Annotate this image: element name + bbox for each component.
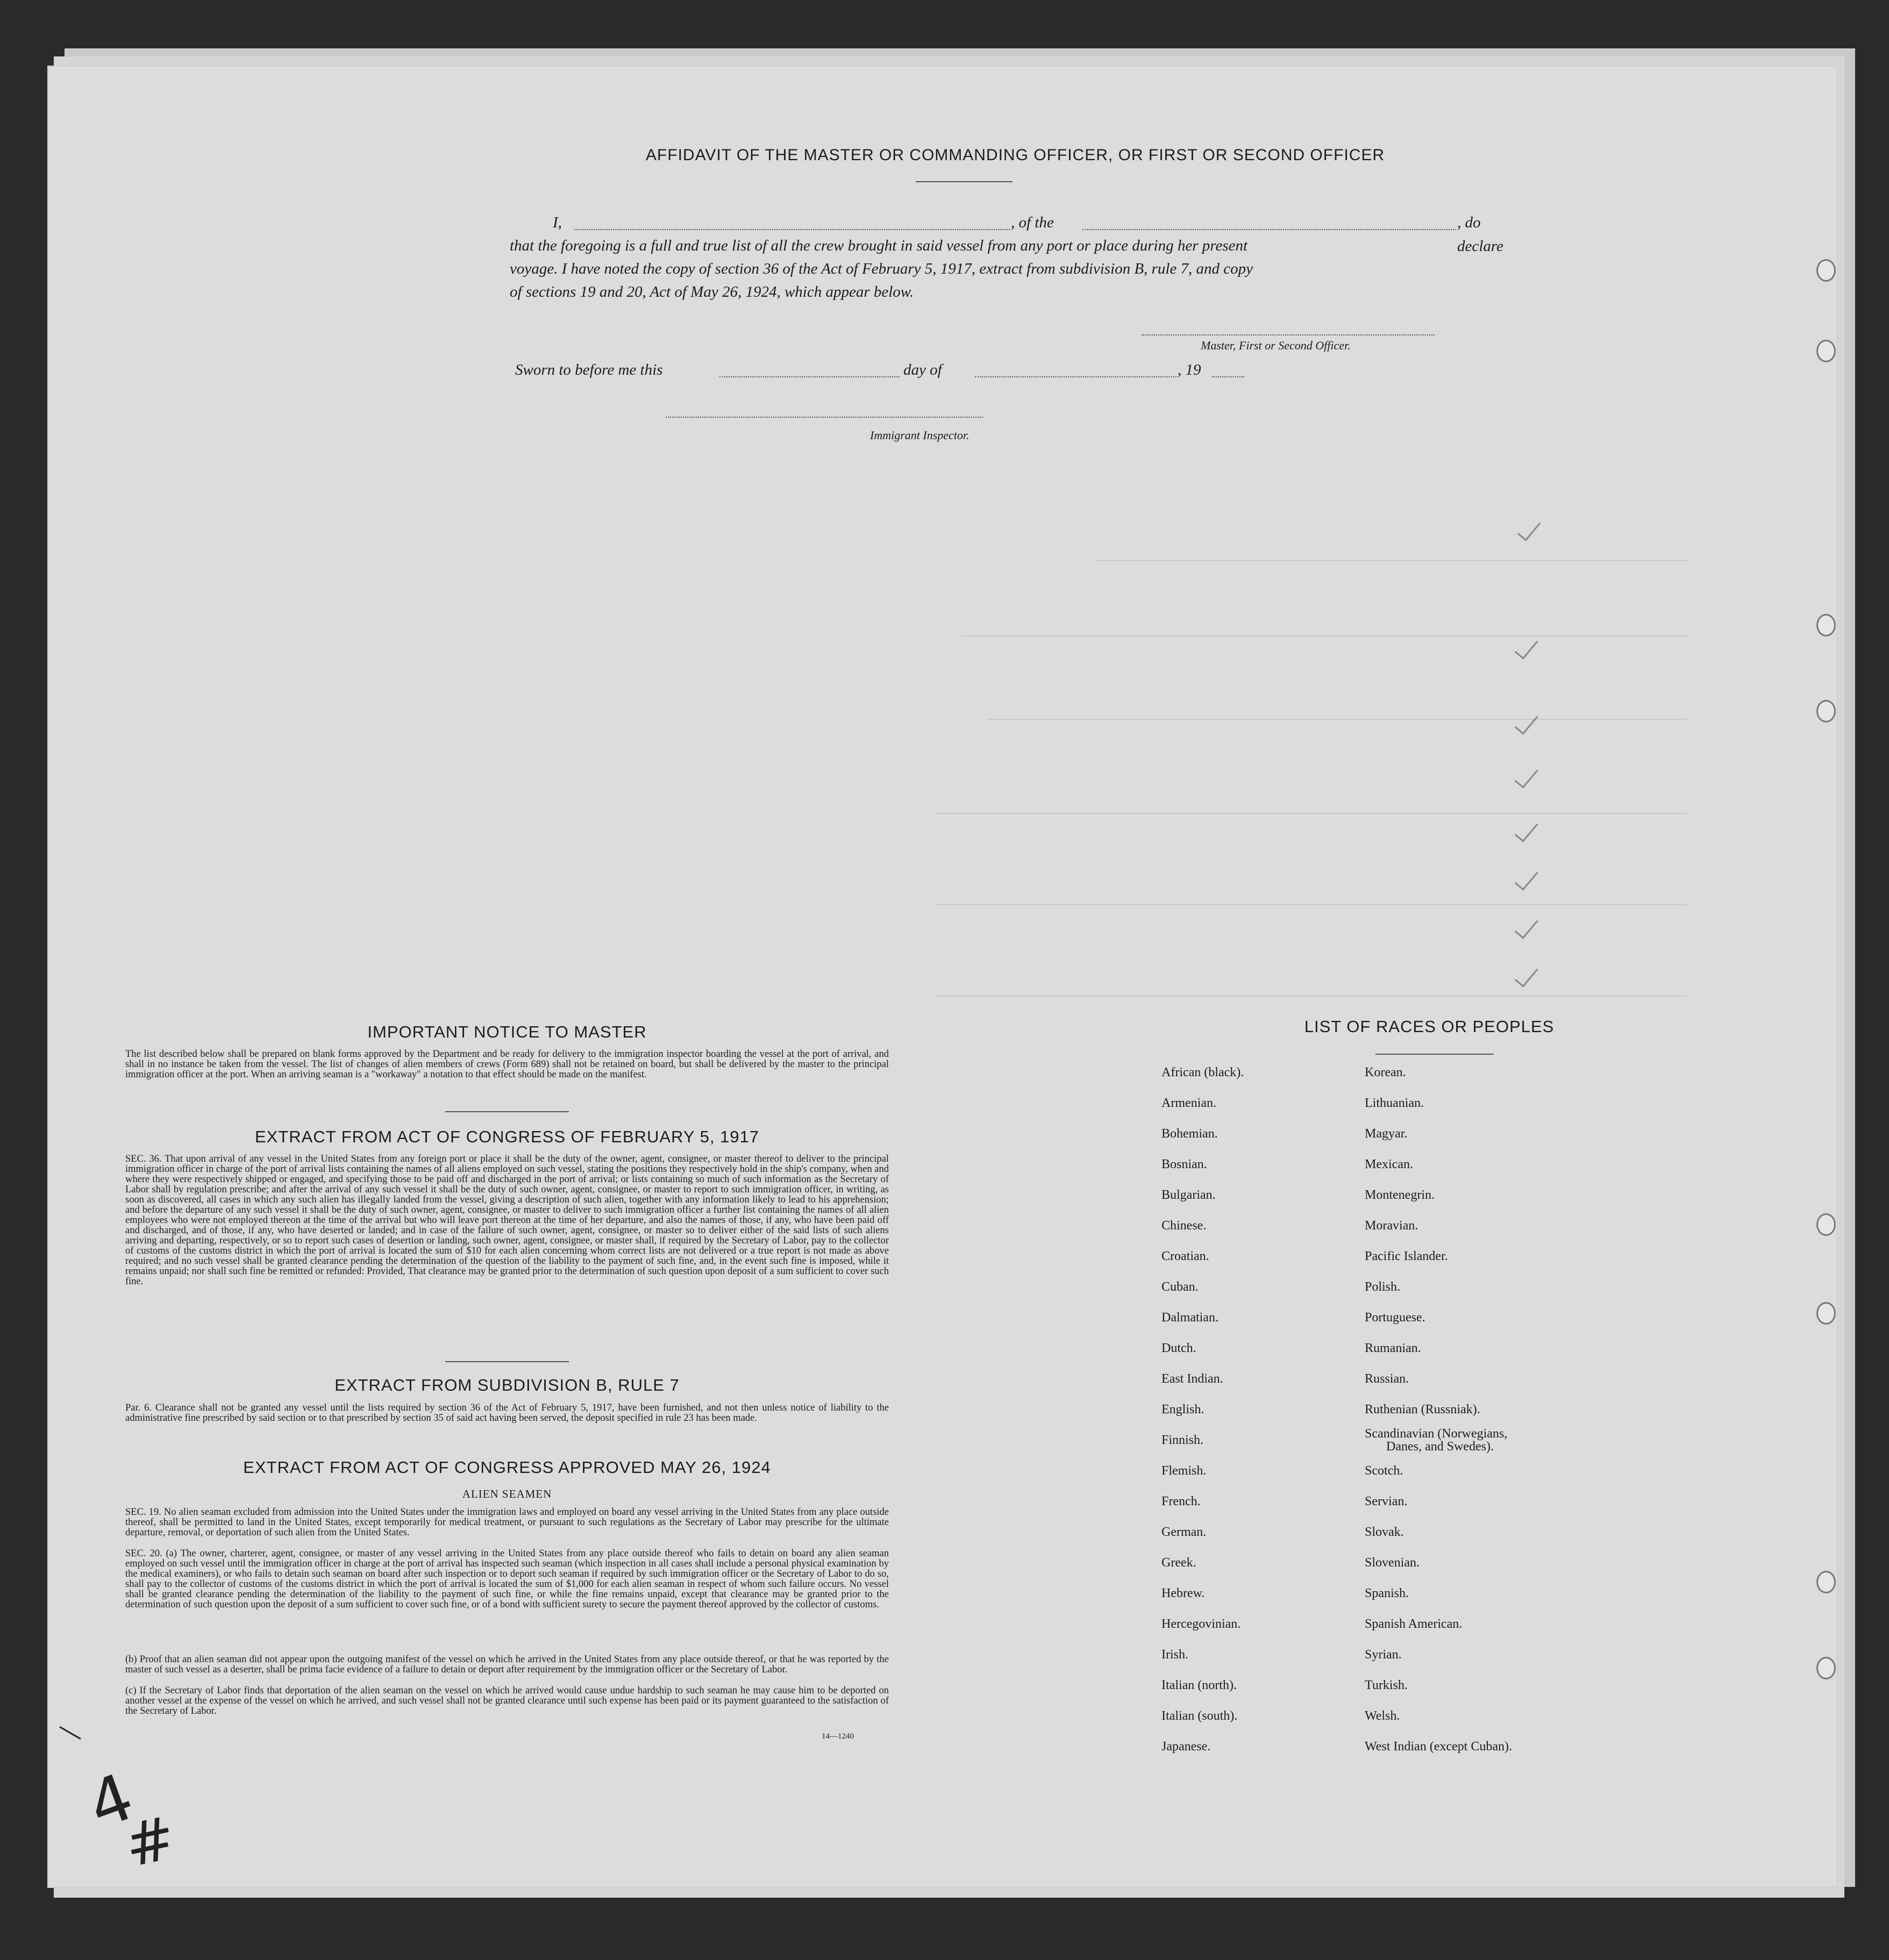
affidavit-line-3: voyage. I have noted the copy of section 36 of the Act of February 5, 1917, extract from subdivision B, rule 7, and copy (510, 260, 1253, 277)
extract3-subtitle: ALIEN SEAMEN (462, 1487, 552, 1500)
race-item: Hebrew. (1161, 1586, 1205, 1600)
race-item: Cuban. (1161, 1280, 1199, 1294)
race-item: Japanese. (1161, 1740, 1211, 1754)
race-item: Scotch. (1365, 1464, 1403, 1478)
race-item: Portuguese. (1365, 1311, 1425, 1325)
showthrough-line (935, 904, 1687, 905)
race-item: Italian (south). (1161, 1709, 1238, 1723)
divider (445, 1361, 569, 1362)
showthrough-line (1096, 560, 1687, 561)
showthrough-line (935, 996, 1687, 997)
extract1-title: EXTRACT FROM ACT OF CONGRESS OF FEBRUARY 5, 1917 (254, 1127, 760, 1146)
checkmark (1515, 865, 1538, 890)
race-item: Italian (north). (1161, 1678, 1237, 1692)
notice-text: The list described below shall be prepared on blank forms approved by the Department and be ready for delivery to the immigration inspector boarding the vessel at the port of arrival, and shall in no instance be taken from the vessel. The list of changes of alien members of crews (Form 689) shall not be retained on board, but shall be delivered by the master to the principal immigration officer at the port. When an arriving seaman is a "workaway" a notation to that effect should be made on the manifest. (125, 1049, 889, 1080)
sworn-label: Sworn to before me this (515, 361, 663, 378)
showthrough-line (961, 635, 1687, 636)
race-item: Hercegovinian. (1161, 1617, 1241, 1631)
race-item: Slovenian. (1365, 1556, 1420, 1570)
master-signature-line (1142, 334, 1435, 335)
checkmark (1515, 710, 1538, 734)
race-item: Flemish. (1161, 1464, 1207, 1478)
race-item: Turkish. (1365, 1678, 1408, 1692)
affidavit-title: AFFIDAVIT OF THE MASTER OR COMMANDING OFFICER, OR FIRST OR SECOND OFFICER (645, 146, 1385, 164)
race-item: English. (1161, 1403, 1204, 1417)
punch-hole (1816, 1213, 1836, 1236)
race-item-continued: Danes, and Swedes). (1386, 1440, 1494, 1454)
form-number: 14—1240 (822, 1732, 854, 1741)
race-item: African (black). (1161, 1065, 1244, 1079)
race-item: Bohemian. (1161, 1127, 1218, 1141)
punch-hole (1816, 614, 1836, 636)
year-blank (1212, 376, 1244, 377)
race-item: Slovak. (1365, 1525, 1404, 1539)
race-item: Russian. (1365, 1372, 1409, 1386)
affidavit-declare: , do declare (1457, 214, 1503, 255)
punch-hole (1816, 259, 1836, 282)
master-signature-caption: Master, First or Second Officer. (1201, 339, 1351, 352)
divider (1375, 1054, 1494, 1055)
race-item: West Indian (except Cuban). (1365, 1740, 1512, 1754)
affidavit-line-2: that the foregoing is a full and true list of all the crew brought in said vessel from any port or place during her present (510, 237, 1248, 254)
punch-hole (1816, 340, 1836, 362)
races-title: LIST OF RACES OR PEOPLES (1304, 1017, 1555, 1036)
checkmark (1515, 634, 1538, 659)
race-item: Syrian. (1365, 1648, 1402, 1662)
race-item: Ruthenian (Russniak). (1365, 1403, 1480, 1417)
race-item: Magyar. (1365, 1127, 1408, 1141)
extract1-text: SEC. 36. That upon arrival of any vessel in the United States from any foreign port or place it shall be the duty of the owner, agent, consignee, or master thereof to deliver to the principal immigration officer in charge of the port of arrival lists containing the names of all aliens employed on such vessel, stating the positions they respectively hold in the ship's company, when and where they were respectively shipped or engaged, and specifying those to be paid off and discharged in the port of arrival; or lists containing so much of such information as the Secretary of Labor shall by regulation prescribe; and after the arrival of any such vessel it shall be the duty of such owner, agent, consignee, or master to report to such immigration officer, in writing, as soon as discovered, all cases in which any such alien has illegally landed from the vessel, giving a description of such alien, together with any information likely to lead to his apprehension; and before the departure of any such vessel it shall be the duty of such owner, agent, consignee, or master to deliver to such immigration officer a further list containing the names of all alien employees who were not employed thereon at the time of the arrival but who will leave port thereon at the time of her departure, and also the names of those, if any, who have been paid off and discharged, and of those, if any, who have deserted or landed; and in case of the failure of such owner, agent, consignee, or master so to deliver either of the said lists of such aliens arriving and departing, respectively, or so to report such cases of desertion or landing, such owner, agent, consignee, or master shall, if required by the Secretary of Labor, pay to the collector of customs of the customs district in which the port of arrival is located the sum of $10 for each alien concerning whom correct lists are not delivered or a true report is not made as above required; and no such vessel shall be granted clearance pending the determination of the question of the liability to the payment of such fine, and, in the event such fine is imposed, while it remains unpaid; nor shall such fine be remitted or refunded: Provided, That clearance may be granted prior to the determination of such question upon deposit of a sum sufficient to cover such fine. (125, 1154, 889, 1287)
race-item: Croatian. (1161, 1249, 1209, 1263)
race-item: Montenegrin. (1365, 1188, 1435, 1202)
affidavit-of-the: , of the (1011, 214, 1054, 231)
sworn-line (515, 358, 1295, 384)
race-item: Finnish. (1161, 1433, 1204, 1447)
race-item: Dalmatian. (1161, 1311, 1218, 1325)
extract3-sec20b: (b) Proof that an alien seaman did not appear upon the outgoing manifest of the vessel on which he arrived in the United States from any place outside thereof, or that he was reported by the master of such vessel as a deserter, shall be prima facie evidence of a failure to detain or deport after requirement by the immigration officer or the Secretary of Labor. (125, 1654, 889, 1675)
extract3-sec20c: (c) If the Secretary of Labor finds that deportation of the alien seaman on the vessel on which he arrived would cause undue hardship to such seaman he may cause him to be deported on another vessel at the expense of the vessel on which he arrived, and such vessel shall not be granted clearance until such expense has been paid or its payment guaranteed to the satisfaction of the Secretary of Labor. (125, 1685, 889, 1716)
extract3-sec19: SEC. 19. No alien seaman excluded from admission into the United States under the immigration laws and employed on board any vessel arriving in the United States from any place outside thereof, shall be permitted to land in the United States, except temporarily for medical treatment, or pursuant to such regulations as the Secretary of Labor may prescribe for the ultimate departure, removal, or deportation of such alien from the United States. (125, 1507, 889, 1538)
race-item: Pacific Islander. (1365, 1249, 1448, 1263)
punch-hole (1816, 1657, 1836, 1679)
race-item: Moravian. (1365, 1219, 1418, 1233)
race-item: Scandinavian (Norwegians, (1365, 1427, 1508, 1441)
race-item: Irish. (1161, 1648, 1188, 1662)
handwritten-number: 4 (79, 1759, 143, 1844)
race-item: Lithuanian. (1365, 1096, 1424, 1110)
race-item: Spanish. (1365, 1586, 1409, 1600)
race-item: French. (1161, 1494, 1201, 1508)
checkmark (1517, 516, 1541, 541)
race-item: Welsh. (1365, 1709, 1400, 1723)
race-item: Korean. (1365, 1065, 1406, 1079)
showthrough-line (988, 719, 1687, 720)
checkmark (1515, 914, 1538, 939)
punch-hole (1816, 1302, 1836, 1325)
showthrough-line (935, 813, 1687, 814)
race-item: Polish. (1365, 1280, 1401, 1294)
vessel-blank (1082, 229, 1456, 230)
race-item: Bosnian. (1161, 1157, 1207, 1171)
divider (916, 181, 1013, 182)
affidavit-line-4: of sections 19 and 20, Act of May 26, 1924, which appear below. (510, 283, 914, 301)
race-item: German. (1161, 1525, 1207, 1539)
notice-title: IMPORTANT NOTICE TO MASTER (367, 1022, 647, 1041)
year-label: , 19 (1178, 361, 1201, 378)
race-item: Armenian. (1161, 1096, 1216, 1110)
inspector-signature-line (666, 417, 983, 418)
race-item: Dutch. (1161, 1341, 1196, 1355)
month-blank (975, 376, 1177, 377)
race-item: Rumanian. (1365, 1341, 1421, 1355)
race-item: Chinese. (1161, 1219, 1207, 1233)
extract3-title: EXTRACT FROM ACT OF CONGRESS APPROVED MAY 26, 1924 (243, 1458, 771, 1477)
handwritten-hash: # (118, 1802, 182, 1881)
punch-hole (1816, 700, 1836, 723)
inspector-caption: Immigrant Inspector. (870, 428, 970, 442)
affidavit-i: I, (553, 214, 562, 231)
checkmark (1515, 962, 1538, 987)
extract2-title: EXTRACT FROM SUBDIVISION B, RULE 7 (334, 1376, 680, 1394)
race-item: Mexican. (1365, 1157, 1413, 1171)
day-blank (719, 376, 900, 377)
day-of-label: day of (903, 361, 942, 378)
extract3-sec20a: SEC. 20. (a) The owner, charterer, agent, consignee, or master of any vessel arriving in the United States from any place outside thereof who fails to detain on board any alien seaman employed on such vessel until the immigration officer in charge at the port of arrival has inspected such seaman (which inspection in all cases shall include a personal physical examination by the medical examiners), or who fails to detain such seaman on board after such inspection or to deport such seaman if required by such immigration officer or the Secretary of Labor to do so, shall pay to the collector of customs of the customs district in which the port of arrival is located the sum of $1,000 for each alien seaman in respect of whom such failure occurs. No vessel shall be granted clearance pending the determination of the liability to the payment of such fine, or while the fine remains unpaid, except that clearance may be granted prior to the determination of such question upon the deposit of a sum sufficient to cover such fine, or of a bond with sufficient surety to secure the payment thereof approved by the collector of customs. (125, 1548, 889, 1610)
race-item: Servian. (1365, 1494, 1408, 1508)
pen-tick (59, 1726, 81, 1740)
race-item: East Indian. (1161, 1372, 1223, 1386)
race-item: Bulgarian. (1161, 1188, 1216, 1202)
divider (445, 1111, 569, 1112)
punch-hole (1816, 1571, 1836, 1593)
race-item: Greek. (1161, 1556, 1196, 1570)
checkmark (1515, 763, 1538, 788)
checkmark (1515, 817, 1538, 842)
race-item: Spanish American. (1365, 1617, 1463, 1631)
name-blank (574, 229, 1010, 230)
document-page (47, 66, 1838, 1888)
extract2-text: Par. 6. Clearance shall not be granted any vessel until the lists required by section 36 of the Act of February 5, 1917, have been furnished, and not then unless notice of liability to the administrative fine prescribed by said section or to that prescribed by section 35 of said act having been served, the deposit specified in rule 23 has been made. (125, 1403, 889, 1423)
